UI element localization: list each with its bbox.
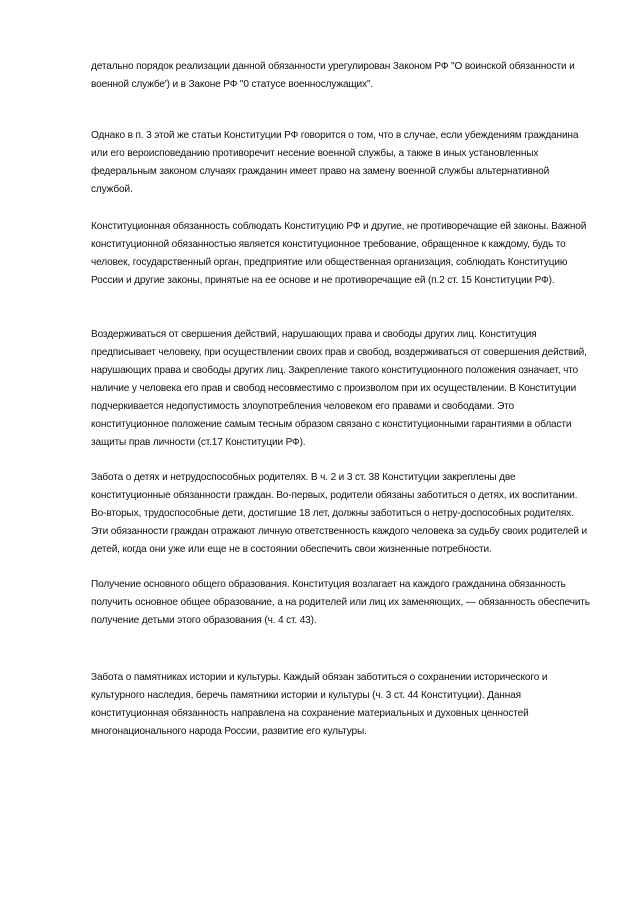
paragraph-alternative-service: Однако в п. 3 этой же статьи Конституции РФ говорится о том, что в случае, если убеждениям гражданина или его вероисповеданию противоречит несение военной службы, а также в иных установленных федеральным законом случаях гражданин имеет право на замену военной службы альтернативной службой. <box>91 130 579 195</box>
paragraph-historical-monuments: Забота о памятниках истории и культуры. Каждый обязан заботиться о сохранении исторического и культурного наследия, беречь памятники истории и культуры (ч. 3 ст. 44 Конституции). Данная конституционная обязанность направлена на сохранение материальных и духовных ценностей многонационального народа России, развитие его культуры. <box>91 672 548 737</box>
paragraph-basic-education: Получение основного общего образования. Конституция возлагает на каждого гражданина обязанность получить основное общее образование, а на родителей или лиц их заменяющих, — обязанность обеспечить получение детьми этого образования (ч. 4 ст. 43). <box>91 579 590 626</box>
paragraph-respect-rights-of-others: Воздерживаться от свершения действий, нарушающих права и свободы других лиц. Конституция предписывает человеку, при осуществлении своих прав и свобод, воздерживаться от совершения действий, нарушающих права и свободы других лиц. Закрепление такого конституционного положения означает, что наличие у человека его прав и свобод несовместимо с произволом при их осуществлении. В Конституции подчеркивается недопустимость злоупотребления человеком его правами и свободами. Это конституционное положение самым тесным образом связано с конституционными гарантиями в области защиты прав личности (ст.17 Конституции РФ). <box>91 329 587 448</box>
paragraph-care-for-children-parents: Забота о детях и нетрудоспособных родителях. В ч. 2 и 3 ст. 38 Конституции закреплены две конституционные обязанности граждан. Во-первых, родители обязаны заботиться о детях, их воспитании. Во-вторых, трудоспособные дети, достигшие 18 лет, должны заботиться о нетру-доспособных родителях. Эти обязанности граждан отражают личную ответственность каждого человека за судьбу своих родителей и детей, когда они уже или еще не в состоянии обеспечить свои жизненные потребности. <box>91 472 587 555</box>
paragraph-military-service-law: детально порядок реализации данной обязанности урегулирован Законом РФ "О воинской обязанности и военной службе') и в Законе РФ "0 статусе военнослужащих". <box>91 61 575 90</box>
paragraph-observe-constitution: Конституционная обязанность соблюдать Конституцию РФ и другие, не противоречащие ей законы. Важной конституционной обязанностью является конституционное требование, обращенное к каждому, будь то человек, государственный орган, предприятие или общественная организация, соблюдать Конституцию России и другие законы, принятые на ее основе и не противоречащие ей (п.2 ст. 15 Конституции РФ). <box>91 221 587 286</box>
